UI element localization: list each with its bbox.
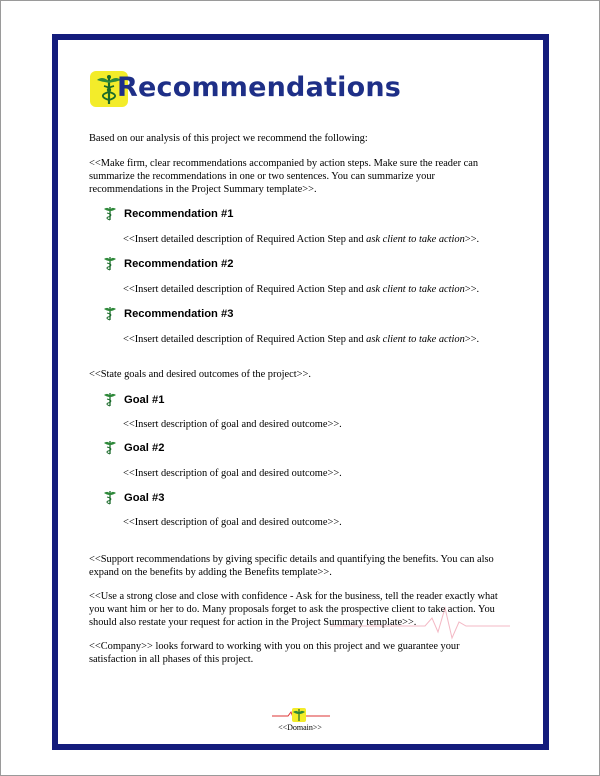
goal-desc-3: <<Insert description of goal and desired outcome>>. (123, 517, 342, 528)
close-text: <<Use a strong close and close with confidence - Ask for the business, tell the reader exactly what you want him or her to do. Many proposals forget to ask the prospective client to take action. You should also restate your request for action in the Project Summary template>>. (89, 591, 498, 628)
caduceus-bullet-icon (104, 440, 116, 455)
footer-logo-icon (272, 707, 330, 723)
footer-domain: <<Domain>> (278, 723, 322, 732)
caduceus-bullet-icon (104, 256, 116, 271)
recommendation-desc-1: <<Insert detailed description of Required Action Step and ask client to take action>>. (123, 234, 480, 245)
instructions-text: <<Make firm, clear recommendations accompanied by action steps. Make sure the reader can summarize the recommendations in one or two sentences. You can summarize your recommendations in the Project Summary template>>. (89, 158, 479, 195)
intro-text: Based on our analysis of this project we recommend the following: (89, 133, 368, 144)
caduceus-bullet-icon (104, 490, 116, 505)
company-text: <<Company>> looks forward to working with you on this project and we guarantee your satisfaction in all phases of this project. (89, 641, 460, 665)
caduceus-bullet-icon (104, 306, 116, 321)
support-text: <<Support recommendations by giving specific details and quantifying the benefits. You can also expand on the benefits by adding the Benefits template>>. (89, 554, 494, 578)
goal-desc-2: <<Insert description of goal and desired outcome>>. (123, 468, 342, 479)
recommendation-desc-3: <<Insert detailed description of Required Action Step and ask client to take action>>. (123, 334, 480, 345)
recommendation-desc-2: <<Insert detailed description of Required Action Step and ask client to take action>>. (123, 284, 480, 295)
page-title: Recommendations (117, 72, 402, 103)
goals-intro-text: <<State goals and desired outcomes of the project>>. (89, 369, 311, 380)
caduceus-bullet-icon (104, 392, 116, 407)
caduceus-bullet-icon (104, 206, 116, 221)
goal-desc-1: <<Insert description of goal and desired outcome>>. (123, 419, 342, 430)
